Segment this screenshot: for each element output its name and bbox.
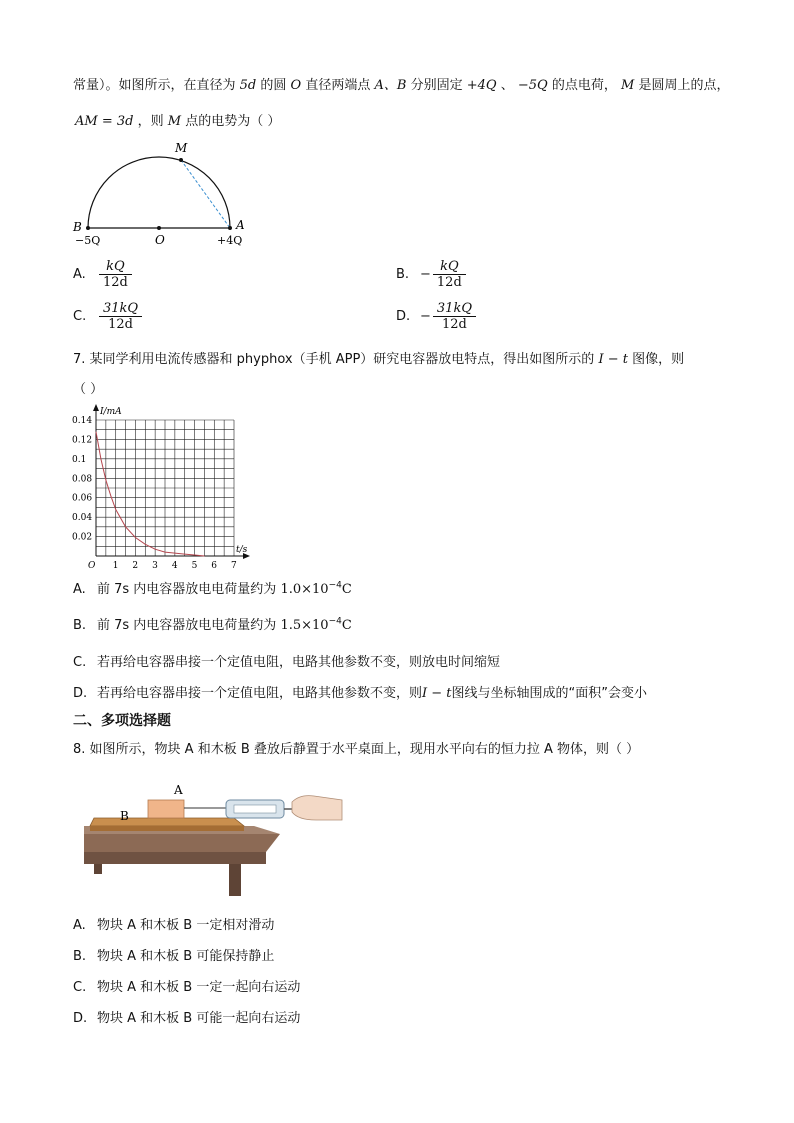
y-axis-arrow bbox=[93, 404, 99, 411]
q6-text: 的圆 bbox=[260, 78, 287, 93]
fraction: $\frac{kQ}{12d}$ bbox=[433, 259, 466, 290]
q6-charge-a: +4Q bbox=[466, 78, 497, 93]
hand bbox=[292, 796, 342, 820]
point-b-dot bbox=[86, 226, 90, 230]
q6-text: 直径两端点 bbox=[305, 78, 371, 93]
x-tick-label: 2 bbox=[132, 561, 139, 571]
fraction: $\frac{31kQ}{12d}$ bbox=[99, 301, 142, 332]
x-tick-label: 1 bbox=[112, 561, 119, 571]
x-tick-label: 3 bbox=[152, 561, 158, 571]
table-top bbox=[84, 834, 280, 852]
q6-option-c[interactable]: C. $\frac{31kQ}{12d}$ bbox=[73, 301, 142, 332]
q7-option-c[interactable]: C. 若再给电容器串接一个定值电阻，电路其他参数不变，则放电时间缩短 bbox=[73, 655, 501, 670]
label-a: A bbox=[236, 218, 245, 232]
charge-b-label: −5Q bbox=[75, 234, 101, 247]
q6-text: 分别固定 bbox=[410, 78, 463, 93]
y-tick-label: 0.14 bbox=[72, 416, 93, 426]
q6-semicircle-figure bbox=[70, 138, 260, 250]
q6-option-b[interactable]: B. − $\frac{kQ}{12d}$ bbox=[396, 259, 466, 290]
q6-center: O bbox=[290, 78, 302, 93]
point-o-dot bbox=[157, 226, 161, 230]
y-tick-label: 0.06 bbox=[72, 493, 93, 504]
label-o: O bbox=[155, 233, 165, 247]
y-tick-label: 0.1 bbox=[72, 454, 87, 465]
q8-option-a[interactable]: A. 物块 A 和木板 B 一定相对滑动 bbox=[73, 918, 275, 933]
y-axis-label: I/mA bbox=[100, 407, 122, 417]
q6-diameter: 5d bbox=[239, 78, 257, 93]
board-b bbox=[90, 818, 244, 826]
q6-text: 是圆周上的点， bbox=[638, 78, 730, 93]
q6-am-length: AM = 3d bbox=[75, 114, 134, 129]
block-a bbox=[148, 800, 184, 818]
q6-option-d[interactable]: D. − $\frac{31kQ}{12d}$ bbox=[396, 301, 476, 332]
q6-point-m: M bbox=[621, 78, 635, 93]
spring-scale-window bbox=[234, 805, 276, 813]
q6-endpoints: A、B bbox=[374, 78, 407, 93]
label-m: M bbox=[175, 141, 188, 155]
origin-label: O bbox=[88, 561, 96, 571]
q6-text: 常量）。如图所示，在直径为 bbox=[73, 78, 236, 93]
am-dashed-line bbox=[181, 160, 230, 228]
x-tick-label: 4 bbox=[171, 561, 178, 571]
fraction: $\frac{31kQ}{12d}$ bbox=[433, 301, 476, 332]
q8-option-d[interactable]: D. 物块 A 和木板 B 可能一起向右运动 bbox=[73, 1011, 301, 1026]
point-a-dot bbox=[228, 226, 232, 230]
q7-stem: 7. 某同学利用电流传感器和 phyphox（手机 APP）研究电容器放电特点，得出如图所示的 I − t 图像，则 bbox=[73, 352, 685, 367]
fraction: $\frac{kQ}{12d}$ bbox=[99, 259, 132, 290]
label-b: B bbox=[73, 220, 82, 234]
q8-option-c[interactable]: C. 物块 A 和木板 B 一定一起向右运动 bbox=[73, 980, 301, 995]
q6-line1 bbox=[73, 74, 729, 93]
table-leg-back bbox=[94, 864, 102, 874]
charge-a-label: +4Q bbox=[217, 234, 243, 247]
q6-option-a[interactable]: A. $\frac{kQ}{12d}$ bbox=[73, 259, 132, 290]
x-tick-label: 5 bbox=[191, 561, 198, 571]
table-apron bbox=[84, 852, 266, 864]
q6-charge-b: −5Q bbox=[517, 78, 548, 93]
q6-text: 点的电势为（ ） bbox=[185, 114, 281, 129]
q8-table-figure bbox=[84, 780, 344, 898]
q7-option-a[interactable]: A. 前 7s 内电容器放电电荷量约为 $1.0\times 10^{-4}C$ bbox=[73, 580, 352, 597]
q6-text: 、 bbox=[500, 78, 514, 93]
q7-it-chart bbox=[70, 402, 260, 574]
x-tick-label: 7 bbox=[231, 561, 237, 571]
q8-option-b[interactable]: B. 物块 A 和木板 B 可能保持静止 bbox=[73, 949, 275, 964]
point-m-dot bbox=[179, 158, 183, 162]
y-tick-label: 0.02 bbox=[72, 532, 93, 543]
semicircle-arc bbox=[88, 157, 230, 228]
q7-option-b[interactable]: B. 前 7s 内电容器放电电荷量约为 $1.5\times 10^{-4}C$ bbox=[73, 616, 352, 633]
q7-stem-paren: （ ） bbox=[73, 382, 104, 397]
q6-text: 的点电荷， bbox=[551, 78, 617, 93]
x-tick-label: 6 bbox=[211, 561, 218, 571]
q6-point-m: M bbox=[167, 114, 182, 129]
q8-stem: 8. 如图所示，物块 A 和木板 B 叠放后静置于水平桌面上，现用水平向右的恒力拉 A 物体，则（ ） bbox=[73, 742, 640, 757]
discharge-curve bbox=[96, 432, 204, 556]
q7-option-d[interactable]: D. 若再给电容器串接一个定值电阻，电路其他参数不变，则I − t图线与坐标轴围成的“面积”会变小 bbox=[73, 686, 648, 701]
y-tick-label: 0.08 bbox=[72, 474, 93, 485]
label-a: A bbox=[174, 783, 183, 797]
label-b: B bbox=[120, 809, 129, 823]
table-leg bbox=[229, 864, 241, 896]
section-heading: 二、多项选择题 bbox=[73, 713, 171, 729]
q6-text: ，则 bbox=[137, 114, 164, 129]
q6-line2 bbox=[75, 110, 280, 129]
board-b-edge bbox=[90, 826, 244, 831]
y-tick-label: 0.04 bbox=[72, 513, 93, 524]
y-tick-label: 0.12 bbox=[72, 435, 93, 446]
x-axis-label: t/s bbox=[236, 545, 248, 555]
